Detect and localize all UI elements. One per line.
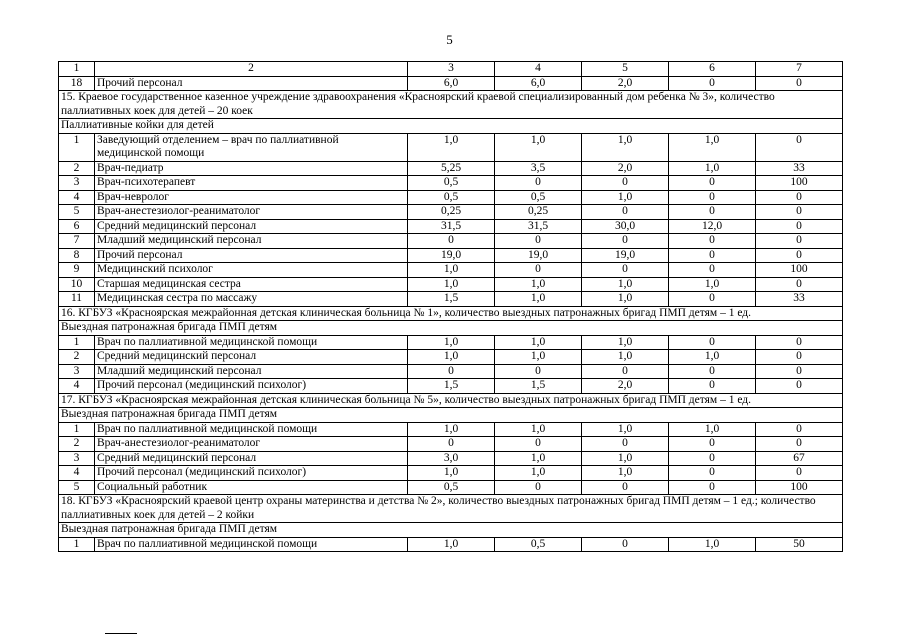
value-cell: 0 [756,219,843,234]
position-name: Врач по паллиативной медицинской помощи [95,422,408,437]
position-name: Врач по паллиативной медицинской помощи [95,335,408,350]
table-row [59,133,843,161]
value-cell: 0,25 [495,205,582,220]
value-cell: 0 [756,350,843,365]
position-name: Прочий персонал [95,248,408,263]
value-cell: 0 [756,234,843,249]
value-cell: 0 [669,234,756,249]
value-cell: 3,5 [495,161,582,176]
value-cell: 0 [669,480,756,495]
value-cell: 0 [756,133,843,161]
value-cell: 0 [669,205,756,220]
row-number: 3 [59,451,95,466]
row-number: 1 [59,133,95,161]
table-row [59,248,843,263]
value-cell: 1,0 [582,422,669,437]
position-name: Прочий персонал [95,76,408,91]
value-cell: 50 [756,537,843,552]
value-cell: 1,5 [408,292,495,307]
value-cell: 0 [669,451,756,466]
value-cell: 1,0 [582,335,669,350]
value-cell: 0 [408,437,495,452]
value-cell: 0 [582,480,669,495]
section-row [59,306,843,321]
value-cell: 1,0 [582,350,669,365]
position-name: Врач-педиатр [95,161,408,176]
column-number: 6 [669,62,756,77]
value-cell: 1,0 [495,133,582,161]
value-cell: 0 [495,364,582,379]
value-cell: 0 [669,190,756,205]
value-cell: 1,0 [669,422,756,437]
value-cell: 1,0 [582,466,669,481]
table-row [59,205,843,220]
value-cell: 0 [669,76,756,91]
value-cell: 1,0 [495,466,582,481]
value-cell: 0 [756,379,843,394]
value-cell: 1,5 [495,379,582,394]
value-cell: 0 [495,176,582,191]
value-cell: 0 [756,364,843,379]
value-cell: 67 [756,451,843,466]
value-cell: 33 [756,161,843,176]
column-number-row [59,62,843,77]
value-cell: 2,0 [582,76,669,91]
value-cell: 19,0 [582,248,669,263]
row-number: 1 [59,335,95,350]
value-cell: 0 [669,437,756,452]
value-cell: 0,5 [408,176,495,191]
value-cell: 0 [669,248,756,263]
value-cell: 0 [582,364,669,379]
value-cell: 19,0 [408,248,495,263]
value-cell: 6,0 [408,76,495,91]
value-cell: 1,0 [408,422,495,437]
section-row [59,393,843,408]
value-cell: 2,0 [582,161,669,176]
value-cell: 100 [756,176,843,191]
value-cell: 30,0 [582,219,669,234]
value-cell: 0 [669,466,756,481]
value-cell: 3,0 [408,451,495,466]
table-row [59,379,843,394]
value-cell: 0 [495,437,582,452]
value-cell: 0,5 [408,480,495,495]
value-cell: 1,0 [669,161,756,176]
value-cell: 0 [582,263,669,278]
column-number: 5 [582,62,669,77]
value-cell: 1,0 [495,451,582,466]
value-cell: 1,0 [582,190,669,205]
value-cell: 0 [669,364,756,379]
value-cell: 12,0 [669,219,756,234]
value-cell: 1,0 [495,292,582,307]
value-cell: 31,5 [495,219,582,234]
row-number: 2 [59,350,95,365]
section-title: 18. КГБУЗ «Красноярский краевой центр охраны материнства и детства № 2», количество выездных патронажных бригад ПМП детям – 1 ед.; количество паллиативных коек для детей – 2 койки [59,495,843,523]
table-row [59,466,843,481]
table-row [59,176,843,191]
value-cell: 0 [408,234,495,249]
table-row [59,277,843,292]
value-cell: 1,0 [408,537,495,552]
column-number: 7 [756,62,843,77]
value-cell: 0 [756,205,843,220]
value-cell: 1,0 [495,350,582,365]
row-number: 11 [59,292,95,307]
column-number: 3 [408,62,495,77]
subsection-title: Паллиативные койки для детей [59,119,843,134]
position-name: Врач-психотерапевт [95,176,408,191]
row-number: 6 [59,219,95,234]
table-row [59,335,843,350]
footnote-separator [105,633,137,634]
position-name: Медицинская сестра по массажу [95,292,408,307]
row-number: 9 [59,263,95,278]
row-number: 1 [59,537,95,552]
value-cell: 0,5 [495,537,582,552]
value-cell: 100 [756,480,843,495]
value-cell: 0 [408,364,495,379]
position-name: Социальный работник [95,480,408,495]
subheader-row [59,119,843,134]
table-row [59,234,843,249]
subheader-row [59,321,843,336]
column-number: 1 [59,62,95,77]
section-title: 16. КГБУЗ «Красноярская межрайонная детская клиническая больница № 1», количество выездных патронажных бригад ПМП детям – 1 ед. [59,306,843,321]
row-number: 18 [59,76,95,91]
row-number: 3 [59,364,95,379]
value-cell: 0,5 [408,190,495,205]
position-name: Средний медицинский персонал [95,451,408,466]
value-cell: 0 [669,176,756,191]
value-cell: 0 [756,422,843,437]
table-row [59,76,843,91]
subheader-row [59,408,843,423]
value-cell: 31,5 [408,219,495,234]
value-cell: 0 [582,437,669,452]
subheader-row [59,523,843,538]
position-name: Врач-невролог [95,190,408,205]
position-name: Средний медицинский персонал [95,219,408,234]
value-cell: 0 [582,176,669,191]
column-number: 2 [95,62,408,77]
row-number: 4 [59,379,95,394]
value-cell: 1,0 [669,277,756,292]
table-row [59,161,843,176]
value-cell: 100 [756,263,843,278]
value-cell: 2,0 [582,379,669,394]
position-name: Младший медицинский персонал [95,364,408,379]
position-name: Прочий персонал (медицинский психолог) [95,466,408,481]
position-name: Врач по паллиативной медицинской помощи [95,537,408,552]
value-cell: 0 [756,190,843,205]
value-cell: 1,0 [669,350,756,365]
value-cell: 1,0 [408,277,495,292]
section-row [59,495,843,523]
section-title: 15. Краевое государственное казенное учреждение здравоохранения «Красноярский краевой специализированный дом ребенка № 3», количество паллиативных коек для детей – 20 коек [59,91,843,119]
row-number: 2 [59,437,95,452]
position-name: Заведующий отделением – врач по паллиативной медицинской помощи [95,133,408,161]
value-cell: 33 [756,292,843,307]
table-row [59,480,843,495]
row-number: 1 [59,422,95,437]
page-number: 5 [446,32,453,47]
value-cell: 0,5 [495,190,582,205]
table-row [59,364,843,379]
value-cell: 1,0 [408,466,495,481]
value-cell: 0 [756,76,843,91]
value-cell: 5,25 [408,161,495,176]
value-cell: 1,0 [495,335,582,350]
value-cell: 1,0 [408,335,495,350]
staffing-table [58,61,843,552]
value-cell: 0 [669,292,756,307]
value-cell: 1,0 [408,263,495,278]
table-row [59,263,843,278]
value-cell: 0 [756,437,843,452]
position-name: Младший медицинский персонал [95,234,408,249]
position-name: Старшая медицинская сестра [95,277,408,292]
table-row [59,190,843,205]
value-cell: 0 [669,335,756,350]
table-row [59,422,843,437]
value-cell: 1,5 [408,379,495,394]
position-name: Медицинский психолог [95,263,408,278]
value-cell: 0 [582,234,669,249]
row-number: 7 [59,234,95,249]
column-number: 4 [495,62,582,77]
row-number: 8 [59,248,95,263]
row-number: 4 [59,466,95,481]
value-cell: 0 [582,205,669,220]
position-name: Средний медицинский персонал [95,350,408,365]
value-cell: 1,0 [669,537,756,552]
value-cell: 19,0 [495,248,582,263]
value-cell: 1,0 [582,292,669,307]
section-row [59,91,843,119]
row-number: 4 [59,190,95,205]
value-cell: 0 [756,248,843,263]
row-number: 2 [59,161,95,176]
value-cell: 1,0 [495,277,582,292]
table-row [59,219,843,234]
row-number: 5 [59,205,95,220]
subsection-title: Выездная патронажная бригада ПМП детям [59,321,843,336]
value-cell: 0 [582,537,669,552]
value-cell: 1,0 [582,133,669,161]
table-row [59,292,843,307]
value-cell: 1,0 [408,133,495,161]
position-name: Врач-анестезиолог-реаниматолог [95,205,408,220]
value-cell: 0 [756,277,843,292]
value-cell: 0 [669,263,756,278]
subsection-title: Выездная патронажная бригада ПМП детям [59,523,843,538]
position-name: Врач-анестезиолог-реаниматолог [95,437,408,452]
value-cell: 0 [669,379,756,394]
value-cell: 0 [495,263,582,278]
subsection-title: Выездная патронажная бригада ПМП детям [59,408,843,423]
value-cell: 0 [495,234,582,249]
value-cell: 1,0 [408,350,495,365]
table-row [59,537,843,552]
value-cell: 1,0 [495,422,582,437]
value-cell: 0 [756,335,843,350]
table-row [59,350,843,365]
value-cell: 1,0 [582,277,669,292]
position-name: Прочий персонал (медицинский психолог) [95,379,408,394]
row-number: 5 [59,480,95,495]
value-cell: 0 [756,466,843,481]
value-cell: 0 [495,480,582,495]
value-cell: 1,0 [582,451,669,466]
value-cell: 1,0 [669,133,756,161]
section-title: 17. КГБУЗ «Красноярская межрайонная детская клиническая больница № 5», количество выездных патронажных бригад ПМП детям – 1 ед. [59,393,843,408]
table-row [59,451,843,466]
value-cell: 0,25 [408,205,495,220]
row-number: 10 [59,277,95,292]
row-number: 3 [59,176,95,191]
table-row [59,437,843,452]
value-cell: 6,0 [495,76,582,91]
